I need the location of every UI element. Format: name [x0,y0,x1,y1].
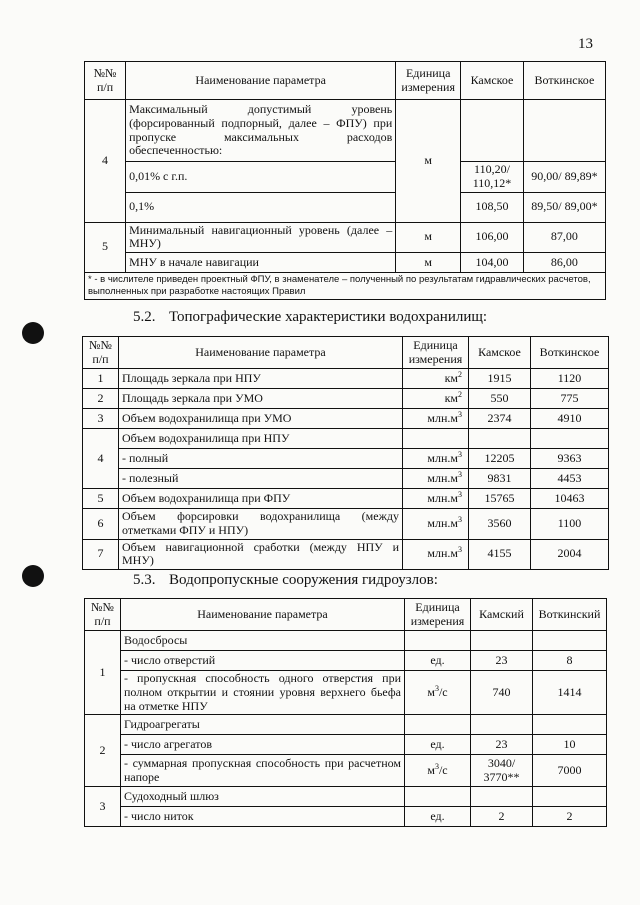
table-row [83,509,609,540]
row-votkinskii-empty [533,631,607,651]
table-row [85,671,607,715]
row-name: Минимальный навигационный уровень (далее – МНУ) [126,222,396,253]
row-name: Объем навигационной сработки (между НПУ и МНУ) [119,539,403,570]
row-kamskoe-empty [461,100,524,162]
table-row [85,807,607,827]
header-kamskoe: Камское [461,62,524,100]
row-kamskoe: 15765 [469,489,531,509]
header-name: Наименование параметра [121,599,405,631]
row-unit: $млн.м^3$ [403,509,469,540]
header-name: Наименование параметра [119,337,403,369]
section-title: Водопропускные сооружения гидроузлов: [169,572,438,588]
table-header-row [85,62,606,100]
table-row [83,539,609,570]
row-unit: $млн.м^3$ [403,409,469,429]
row-kamskoe: 2374 [469,409,531,429]
row-votkinskii-empty [533,715,607,735]
row-num: 7 [83,539,119,570]
section-number: 5.2. [133,309,156,325]
row-name: 0,1% [126,192,396,222]
row-unit: ед. [405,807,471,827]
row-name: - число отверстий [121,651,405,671]
row-name: - полезный [119,469,403,489]
row-votkinskoe: 775 [531,389,609,409]
header-num: №№ п/п [85,62,126,100]
table-row [85,715,607,735]
row-votkinskii: 1414 [533,671,607,715]
table-max-levels [84,61,606,300]
row-votkinskii-empty [533,787,607,807]
page-number: 13 [578,36,593,52]
row-unit-empty [405,631,471,651]
table-hydraulic-structures [84,598,607,827]
table-row [85,162,606,193]
row-unit: ед. [405,651,471,671]
row-unit: ед. [405,735,471,755]
row-name: Объем водохранилища при УМО [119,409,403,429]
header-num: №№ п/п [83,337,119,369]
row-votkinskii: 7000 [533,755,607,787]
row-votkinskii: 2 [533,807,607,827]
row-kamskii-empty [471,715,533,735]
row-unit-empty [405,715,471,735]
row-num: 2 [85,715,121,787]
binder-hole-bottom [22,565,44,587]
row-unit: $млн.м^3$ [403,469,469,489]
row-unit: $км^2$ [403,369,469,389]
section-title: Топографические характеристики водохранилищ: [169,309,488,325]
row-kamskoe-empty [469,429,531,449]
row-kamskoe: 108,50 [461,192,524,222]
row-num: 4 [85,100,126,223]
row-num: 5 [85,222,126,273]
row-name: Водосбросы [121,631,405,651]
row-name: Судоходный шлюз [121,787,405,807]
row-num: 3 [83,409,119,429]
section-heading [133,309,487,326]
row-votkinskoe: 1120 [531,369,609,389]
row-votkinskoe: 87,00 [523,222,605,253]
row-votkinskoe: 10463 [531,489,609,509]
header-votkinskoe: Воткинское [531,337,609,369]
table-note-row [85,273,606,300]
section-number: 5.3. [133,572,156,588]
section-heading [133,572,438,589]
row-name: Площадь зеркала при УМО [119,389,403,409]
row-votkinskoe-empty [531,429,609,449]
row-votkinskii: 10 [533,735,607,755]
header-kamskoe: Камское [469,337,531,369]
row-votkinskoe: 2004 [531,539,609,570]
row-unit: $млн.м^3$ [403,539,469,570]
row-num: 3 [85,787,121,827]
table-header-row [85,599,607,631]
binder-hole-top [22,322,44,344]
table-row [85,192,606,222]
table-row [83,369,609,389]
table-row [85,100,606,162]
row-num: 6 [83,509,119,540]
row-kamskii: 23 [471,651,533,671]
row-unit: м [396,253,461,273]
table-row [85,651,607,671]
row-name: Максимальный допустимый уровень (форсированный подпорный, далее – ФПУ) при пропуске максимальных расходов обеспеченностью: [126,100,396,162]
row-num: 1 [85,631,121,715]
row-kamskoe: 106,00 [461,222,524,253]
table-row [85,787,607,807]
row-name: Объем форсировки водохранилища (между отметками ФПУ и НПУ) [119,509,403,540]
header-unit: Единица измерения [396,62,461,100]
table-footnote: * - в числителе приведен проектный ФПУ, в знаменателе – полученный по результатам гидравлических расчетов, выполненных при разработке настоящих Правил [85,273,606,300]
row-kamskoe: 9831 [469,469,531,489]
table-row [85,735,607,755]
table-row [83,449,609,469]
row-kamskii: 740 [471,671,533,715]
row-name: Площадь зеркала при НПУ [119,369,403,389]
table-row [85,222,606,253]
row-votkinskoe: 4453 [531,469,609,489]
row-kamskoe: 4155 [469,539,531,570]
row-name: Объем водохранилища при НПУ [119,429,403,449]
row-name: МНУ в начале навигации [126,253,396,273]
header-votkinskoe: Воткинское [523,62,605,100]
row-unit: $млн.м^3$ [403,449,469,469]
row-kamskii: 3040/ 3770** [471,755,533,787]
row-num: 4 [83,429,119,489]
row-name: 0,01% с г.п. [126,162,396,193]
row-kamskii-empty [471,787,533,807]
row-name: - число агрегатов [121,735,405,755]
row-votkinskoe: 89,50/ 89,00* [523,192,605,222]
row-kamskii: 23 [471,735,533,755]
table-header-row [83,337,609,369]
row-kamskii-empty [471,631,533,651]
row-kamskoe: 12205 [469,449,531,469]
row-kamskoe: 3560 [469,509,531,540]
row-votkinskoe: 1100 [531,509,609,540]
row-votkinskoe: 90,00/ 89,89* [523,162,605,193]
row-votkinskoe-empty [523,100,605,162]
row-name: - пропускная способность одного отверстия при полном открытии и стоянии уровня верхнего бьефа на отметке НПУ [121,671,405,715]
row-votkinskoe: 4910 [531,409,609,429]
header-unit: Единица измерения [403,337,469,369]
row-name: - полный [119,449,403,469]
header-name: Наименование параметра [126,62,396,100]
row-name: - суммарная пропускная способность при расчетном напоре [121,755,405,787]
row-kamskoe: 104,00 [461,253,524,273]
row-num: 2 [83,389,119,409]
row-unit: $млн.м^3$ [403,489,469,509]
header-kamskii: Камский [471,599,533,631]
table-row [83,469,609,489]
row-unit-empty [403,429,469,449]
row-kamskoe: 1915 [469,369,531,389]
table-row [85,631,607,651]
row-votkinskoe: 9363 [531,449,609,469]
row-kamskoe: 110,20/ 110,12* [461,162,524,193]
row-num: 1 [83,369,119,389]
table-row [83,429,609,449]
row-votkinskoe: 86,00 [523,253,605,273]
row-name: Объем водохранилища при ФПУ [119,489,403,509]
table-topography [82,336,609,570]
row-num: 5 [83,489,119,509]
table-row [83,409,609,429]
row-name: - число ниток [121,807,405,827]
table-row [83,389,609,409]
header-votkinskii: Воткинский [533,599,607,631]
row-unit: $км^2$ [403,389,469,409]
row-kamskii: 2 [471,807,533,827]
table-row [83,489,609,509]
row-votkinskii: 8 [533,651,607,671]
row-unit: $м^3/с$ [405,671,471,715]
header-unit: Единица измерения [405,599,471,631]
row-unit: м [396,100,461,223]
row-unit: м [396,222,461,253]
header-num: №№ п/п [85,599,121,631]
table-row [85,253,606,273]
row-kamskoe: 550 [469,389,531,409]
row-unit: $м^3/с$ [405,755,471,787]
row-unit-empty [405,787,471,807]
table-row [85,755,607,787]
row-name: Гидроагрегаты [121,715,405,735]
